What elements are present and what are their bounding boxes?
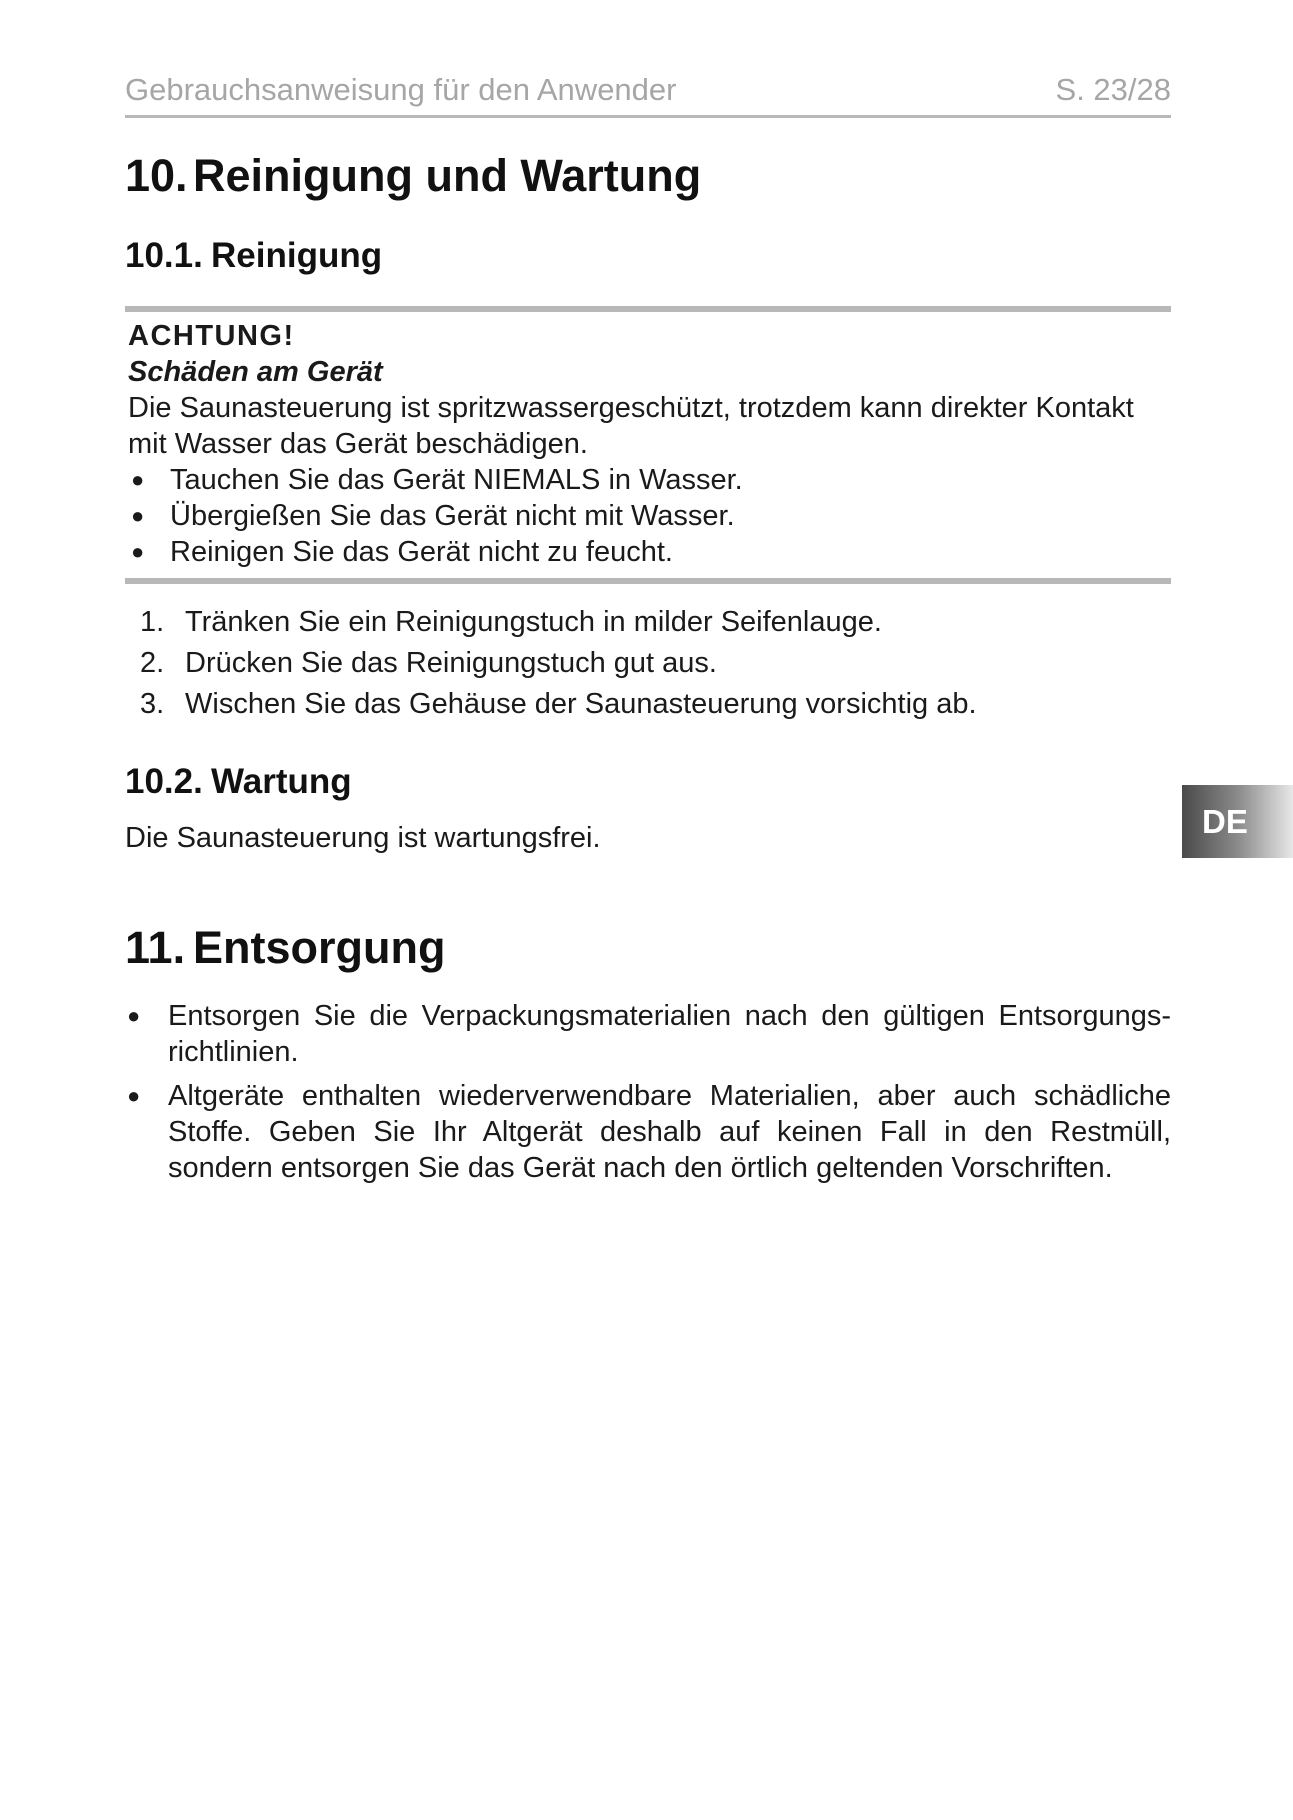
language-tab: DE (1182, 785, 1293, 858)
bullet-icon: ● (131, 539, 145, 564)
cleaning-steps (140, 602, 977, 725)
bullet-icon: ● (131, 503, 145, 528)
warning-list-item (128, 462, 1171, 498)
step-item (140, 643, 977, 684)
warning-list-item (128, 498, 1171, 534)
warning-list-item-text: Reinigen Sie das Gerät nicht zu feucht. (170, 536, 673, 568)
step-number: 2. (140, 647, 165, 679)
warning-list-item (128, 534, 1171, 570)
disposal-list-item-text: Altgeräte enthalten wiederverwendbare Materialien, aber auch schädliche Stoffe. Geben Sie Ihr Altgerät deshalb auf keinen Fall in den Restmüll, sondern entsorgen Sie das Gerät nach den örtlich geltenden Vorschriften. (168, 1080, 1171, 1184)
document-title: Gebrauchsanweisung für den Anwender (125, 72, 677, 107)
step-text: Tränken Sie ein Reinigungstuch in milder Seifenlauge. (185, 606, 882, 638)
section-10-2-title: Wartung (211, 762, 352, 801)
disposal-list-item (125, 1078, 1171, 1186)
warning-text: Die Saunasteuerung ist spritzwassergeschützt, trotzdem kann direkter Kontakt mit Wasser das Gerät beschädigen. (128, 392, 1134, 460)
section-11-title: Entsorgung (193, 922, 446, 973)
disposal-list (125, 998, 1171, 1194)
section-11-number: 11. (125, 922, 186, 973)
section-10-number: 10. (125, 150, 188, 201)
section-10-1-heading (125, 236, 382, 276)
section-10-title: Reinigung und Wartung (193, 150, 702, 201)
page-number: S. 23/28 (1055, 72, 1171, 107)
section-10-heading (125, 150, 701, 202)
bullet-icon: ● (127, 1083, 141, 1108)
step-item (140, 684, 977, 725)
warning-list (128, 462, 1171, 570)
step-text: Drücken Sie das Reinigungstuch gut aus. (185, 647, 717, 679)
bullet-icon: ● (131, 467, 145, 492)
disposal-list-item-text: Entsorgen Sie die Verpackungsmaterialien nach den gültigen Entsorgungs-richtlinien. (168, 1000, 1171, 1068)
warning-title: ACHTUNG! (128, 320, 295, 352)
disposal-list-item (125, 998, 1171, 1070)
section-10-2-heading (125, 762, 352, 802)
section-10-1-title: Reinigung (211, 236, 383, 275)
maintenance-text: Die Saunasteuerung ist wartungsfrei. (125, 822, 601, 854)
step-number: 3. (140, 688, 165, 720)
step-item (140, 602, 977, 643)
page-header (125, 68, 1171, 118)
step-text: Wischen Sie das Gehäuse der Saunasteuerung vorsichtig ab. (185, 688, 977, 720)
section-11-heading (125, 922, 445, 974)
step-number: 1. (140, 606, 165, 638)
warning-list-item-text: Übergießen Sie das Gerät nicht mit Wasser. (170, 500, 735, 532)
section-10-1-number: 10.1. (125, 236, 203, 275)
warning-subtitle: Schäden am Gerät (128, 356, 383, 388)
warning-list-item-text: Tauchen Sie das Gerät NIEMALS in Wasser. (170, 464, 743, 496)
section-10-2-number: 10.2. (125, 762, 203, 801)
bullet-icon: ● (127, 1003, 141, 1028)
warning-box (125, 306, 1171, 584)
